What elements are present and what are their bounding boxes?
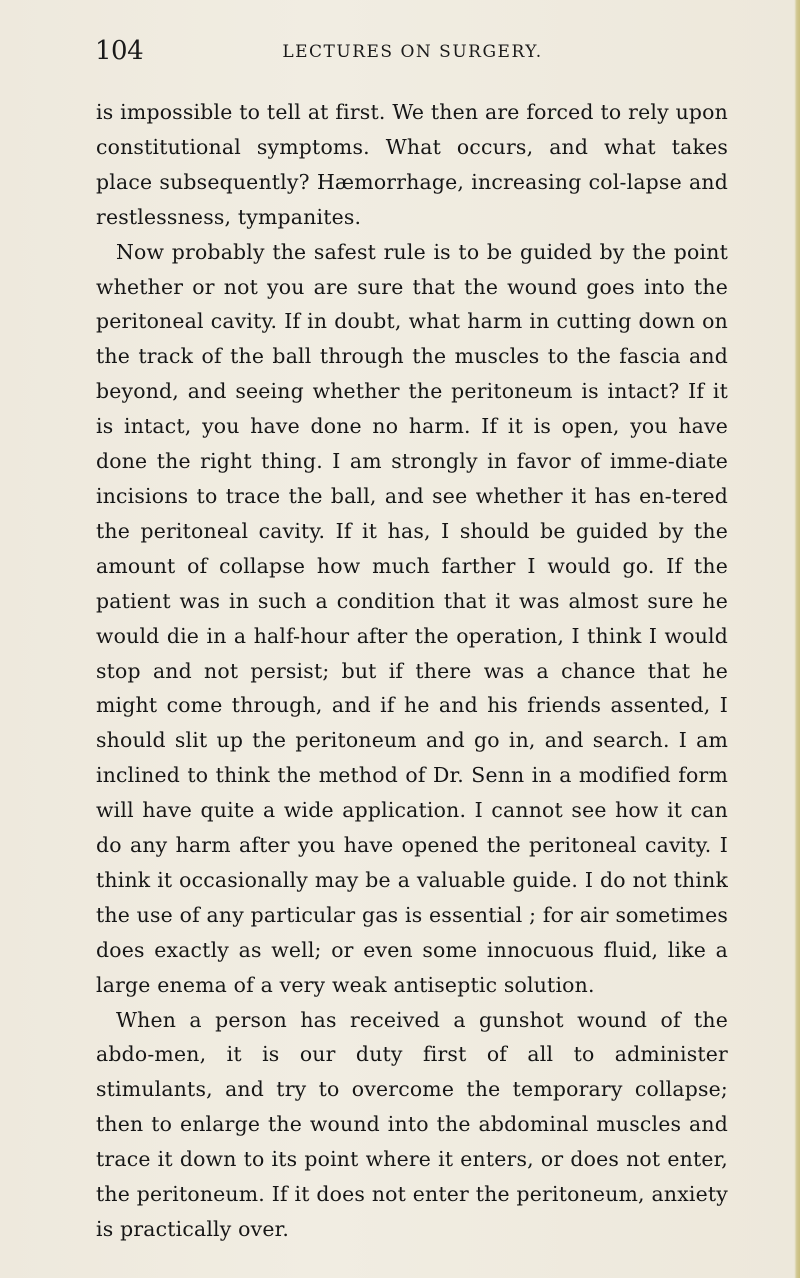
paragraph-2: Now probably the safest rule is to be guided by the point whether or not you are sure that the wound goes into the peritoneal cavity. If in doubt, what harm in cutting down on the track of the ball through the muscles to the fascia and beyond, and seeing whether the peritoneum is intact? If it is intact, you have done no harm. If it is open, you have done the right thing. I am strongly in favor of imme-diate incisions to trace the ball, and see whether it has en-tered the peritoneal cavity. If it has, I should be guided by the amount of collapse how much farther I would go. If the patient was in such a condition that it was almost sure he would die in a half-hour after the operation, I think I would stop and not persist; but if there was a chance that he might come through, and if he and his friends assented, I should slit up the peritoneum and go in, and search. I am inclined to think the method of Dr. Senn in a modified form will have quite a wide application. I cannot see how it can do any harm after you have opened the peritoneal cavity. I think it occasionally may be a valuable guide. I do not think the use of any particular gas is essential ; for air sometimes does exactly as well; or even some innocuous fluid, like a large enema of a very weak antiseptic solution.: [96, 239, 728, 997]
body-text: [96, 95, 728, 1247]
running-title: LECTURES ON SURGERY.: [282, 42, 543, 62]
paragraph-1: is impossible to tell at first. We then are forced to rely upon constitutional symptoms. What occurs, and what takes place subsequently? Hæmorrhage, increasing col-lapse and restlessness, tympanites.: [96, 100, 728, 229]
paragraph-3: When a person has received a gunshot wound of the abdo-men, it is our duty first of all to administer stimulants, and try to overcome the temporary collapse; then to enlarge the wound into the abdominal muscles and trace it down to its point where it enters, or does not enter, the peritoneum. If it does not enter the peritoneum, anxiety is practically over.: [96, 1007, 728, 1241]
page-edge: [794, 0, 800, 1278]
running-head: [95, 36, 730, 76]
page-number: 104: [95, 36, 144, 66]
